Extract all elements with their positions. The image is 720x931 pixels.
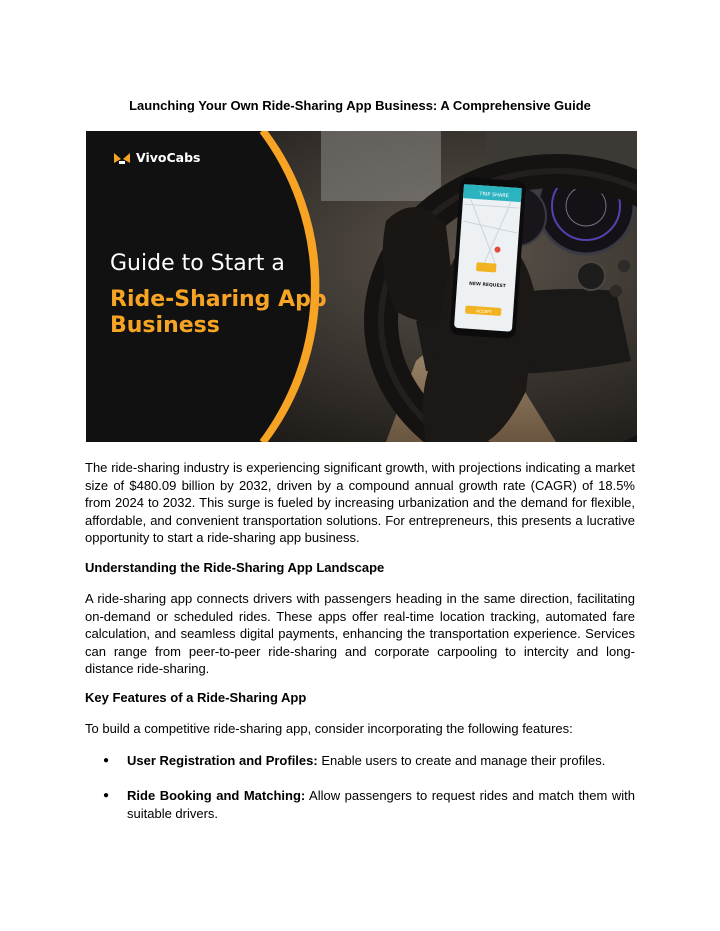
phone-header-text: TRIP SHARE [479,191,510,200]
bullet-term: Ride Booking and Matching: [127,788,306,803]
list-item [103,787,635,822]
bullet-text: Enable users to create and manage their profiles. [317,753,606,768]
hero-line-1: Guide to Start a [110,251,285,276]
phone-accept-text: ACCEPT [476,308,492,315]
hero-line-3: Business [110,312,220,338]
section-heading-landscape: Understanding the Ride-Sharing App Landscape [85,560,385,575]
bullet-icon: ● [103,790,110,801]
features-intro-paragraph: To build a competitive ride-sharing app, consider incorporating the following features: [85,721,573,736]
bullet-icon: ● [103,755,110,766]
phone-request-text: NEW REQUEST [468,281,506,290]
brand-name: VivoCabs [136,150,201,165]
hero-headline [110,251,327,339]
document-title: Launching Your Own Ride-Sharing App Business: A Comprehensive Guide [129,98,591,113]
hero-banner-image [86,131,637,442]
hero-line-2: Ride-Sharing App [110,286,327,312]
intro-paragraph: The ride-sharing industry is experiencing significant growth, with projections indicating a market size of $480.09 billion by 2032, driven by a compound annual growth rate (CAGR) of 18.5% from 2024 to 2032. This surge is fueled by increasing urbanization and the demand for flexible, affordable, and convenient transportation solutions. For entrepreneurs, this presents a lucrative opportunity to start a ride-sharing app business. [85,460,635,545]
vivocabs-logo [113,150,200,165]
section-heading-features: Key Features of a Ride-Sharing App [85,690,307,705]
landscape-paragraph: A ride-sharing app connects drivers with passengers heading in the same direction, facilitating on-demand or scheduled rides. These apps offer real-time location tracking, automated fare calculation, and seamless digital payments, enhancing the transportation experience. Services can range from peer-to-peer ride-sharing and corporate carpooling to intercity and long-distance ride-sharing. [85,591,635,676]
bullet-term: User Registration and Profiles: [127,753,318,768]
list-item [103,752,635,770]
bullet-text: Allow passengers to request rides and match them with suitable drivers. [127,788,635,821]
logo-mark-icon [113,151,131,165]
